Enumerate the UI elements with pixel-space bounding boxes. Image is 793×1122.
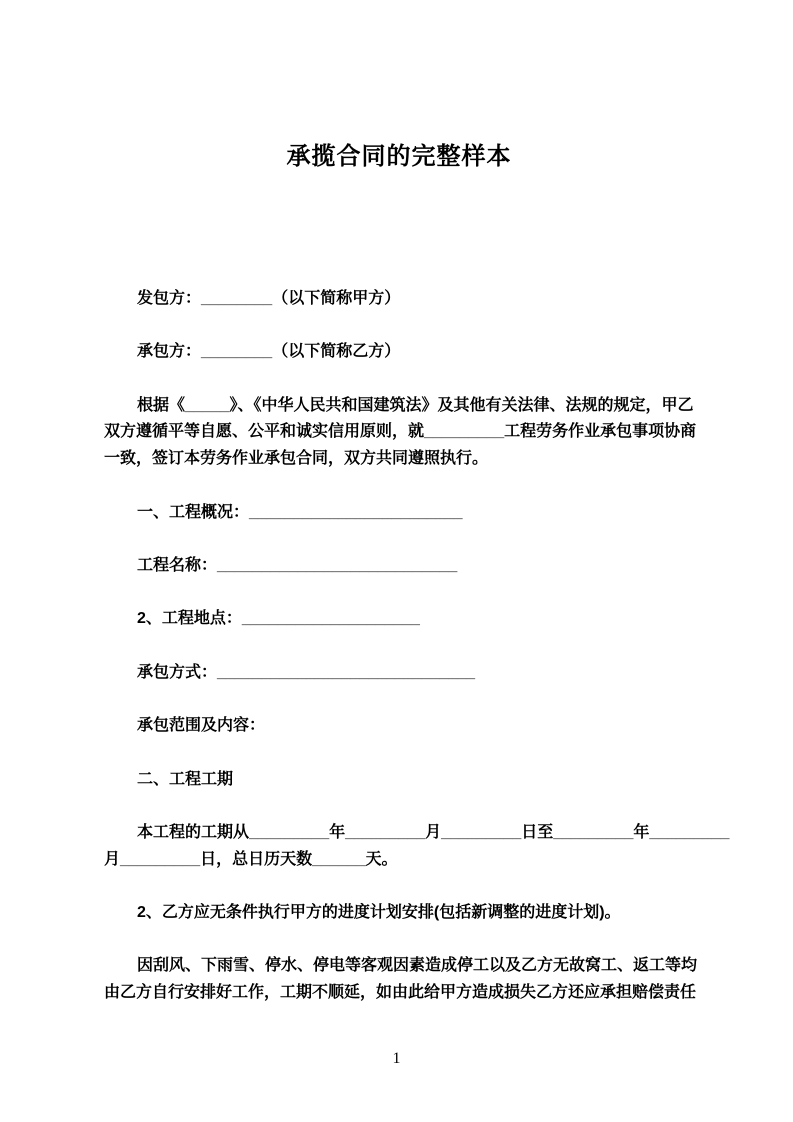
paragraph-line: 承包方：________（以下简称乙方） xyxy=(137,343,401,361)
page-number: 1 xyxy=(392,1050,401,1067)
paragraph xyxy=(104,900,694,927)
paragraph-line: 由乙方自行安排好工作，工期不顺延，如由此给甲方造成损失乙方还应承担赔偿责任 xyxy=(104,984,697,1002)
paragraph xyxy=(104,339,694,366)
paragraph xyxy=(104,820,730,873)
document-body xyxy=(104,286,730,1007)
paragraph xyxy=(104,286,694,313)
paragraph xyxy=(104,500,694,527)
paragraph xyxy=(104,660,694,687)
paragraph-line: 发包方：________（以下简称甲方） xyxy=(137,290,401,307)
paragraph-line: 一、工程概况：________________________ xyxy=(137,503,463,521)
paragraph-line: 本工程的工期从_________年_________月_________日至_________年_________ xyxy=(137,823,730,841)
paragraph xyxy=(104,393,697,473)
paragraph-line: 一致，签订本劳务作业承包合同，双方共同遵照执行。 xyxy=(104,450,489,468)
paragraph xyxy=(104,606,694,633)
paragraph-line: 根据《_____》、《中华人民共和国建筑法》及其他有关法律、法规的规定，甲乙 xyxy=(137,396,694,414)
paragraph-line: 2、工程地点：____________________ xyxy=(137,610,420,628)
document-content xyxy=(104,0,730,1034)
paragraph-line: 二、工程工期 xyxy=(137,770,234,788)
paragraph xyxy=(104,767,694,794)
paragraph-line: 双方遵循平等自愿、公平和诚实信用原则，就_________工程劳务作业承包事项协商 xyxy=(104,423,697,441)
paragraph xyxy=(104,713,694,740)
paragraph-line: 月_________日，总日历天数______天。 xyxy=(104,850,398,868)
paragraph-line: 2、乙方应无条件执行甲方的进度计划安排(包括新调整的进度计划)。 xyxy=(137,904,621,922)
paragraph xyxy=(104,553,694,580)
paragraph-line: 承包范围及内容： xyxy=(137,717,266,735)
document-title: 承揽合同的完整样本 xyxy=(286,143,512,170)
paragraph-line: 因刮风、下雨雪、停水、停电等客观因素造成停工以及乙方无故窝工、返工等均 xyxy=(137,957,698,975)
paragraph-line: 承包方式：_____________________________ xyxy=(137,663,476,681)
paragraph xyxy=(104,953,698,1006)
paragraph-line: 工程名称：___________________________ xyxy=(137,556,458,574)
